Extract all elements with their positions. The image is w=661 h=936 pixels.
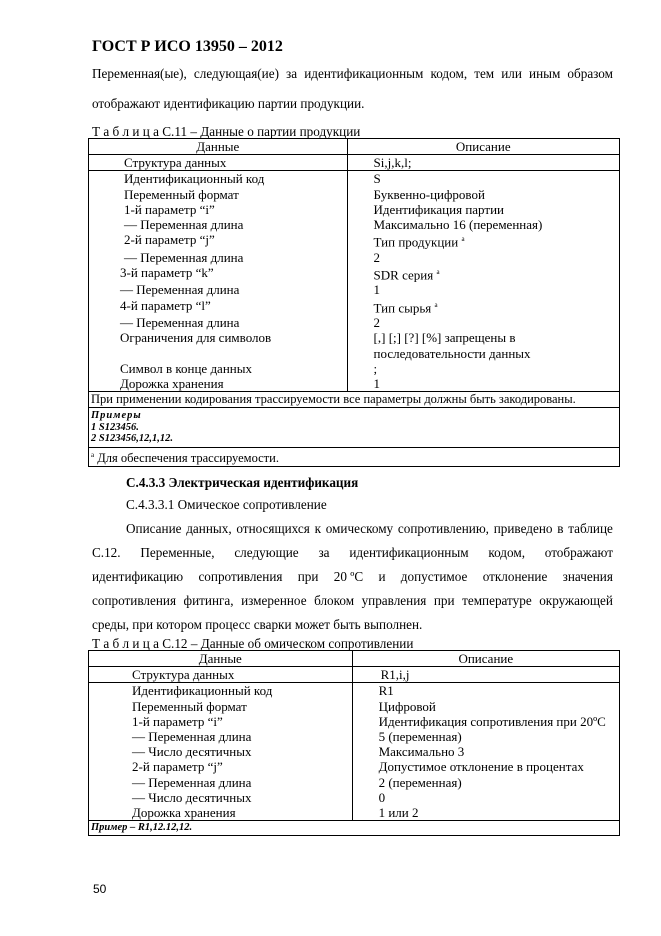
table1-cell-desc: 2	[347, 315, 619, 330]
table1-cell-data: — Переменная длина	[89, 250, 348, 265]
table-row	[89, 217, 620, 232]
word: измеренное	[241, 593, 307, 608]
table-row	[89, 171, 620, 187]
section-heading: С.4.3.3 Электрическая идентификация	[126, 475, 359, 490]
table1-cell-desc: [,] [;] [?] [%] запрещены в	[347, 330, 619, 345]
word: приведено	[493, 521, 553, 536]
table1-cell-data: 3-й параметр “k”	[89, 265, 348, 283]
table2-cell-desc: R1	[352, 683, 619, 699]
table2-cell-desc: 5 (переменная)	[352, 729, 619, 744]
table2-cell-desc: 1 или 2	[352, 805, 619, 821]
table1-cell-desc: S	[347, 171, 619, 187]
table1-cell-desc: SDR серия $^a$	[347, 265, 619, 283]
table-row	[89, 202, 620, 217]
table-row	[89, 361, 620, 376]
word: сопротивления	[198, 569, 283, 584]
word: 20 ºС	[333, 569, 364, 584]
word: блоком	[314, 593, 355, 608]
table1-cell-data: 2-й параметр “j”	[89, 232, 348, 250]
table1-cell-data: 1-й параметр “i”	[89, 202, 348, 217]
table1-note-row	[89, 392, 620, 408]
table-row	[89, 729, 620, 744]
para-line-5: среды, при котором процесс сварки может быть выполнен.	[92, 617, 423, 632]
table2-example: Пример – R1,12.12,12.	[89, 821, 620, 836]
word: управления	[361, 593, 427, 608]
table-row	[89, 759, 620, 774]
table1-cell-data: Ограничения для символов	[89, 330, 348, 345]
page-number: 50	[93, 882, 107, 896]
table-row	[89, 298, 620, 316]
table1-cell-data: — Переменная длина	[89, 282, 348, 297]
word: Переменные,	[140, 545, 215, 560]
table2-cell-data: Дорожка хранения	[89, 805, 353, 821]
table1-examples	[89, 408, 620, 448]
word: фитинга,	[183, 593, 234, 608]
table-row	[89, 744, 620, 759]
table-row	[89, 699, 620, 714]
table1-header-data: Данные	[89, 139, 348, 155]
word: кодом,	[488, 545, 525, 560]
table2-cell-desc: Цифровой	[352, 699, 619, 714]
examples-title: Примеры	[91, 410, 142, 422]
table-row	[89, 714, 620, 729]
table1-cell-desc: Буквенно-цифровой	[347, 187, 619, 202]
table2-header-description: Описание	[352, 651, 619, 667]
table1-cell-data: Идентификационный код	[89, 171, 348, 187]
table-row	[89, 667, 620, 683]
word: сопротивлению,	[397, 521, 489, 536]
table1-cell-desc: 1	[347, 376, 619, 392]
table-row	[89, 346, 620, 361]
table1-cell-desc: Si,j,k,l;	[347, 155, 619, 171]
word: допустимое	[400, 569, 468, 584]
intro-line-1-text: Переменная(ые), следующая(ие) за идентификационным кодом, тем или иным образом	[92, 66, 613, 81]
footnote-mark: a	[436, 267, 440, 276]
footnote-mark: a	[461, 235, 465, 244]
table2-cell-data: — Переменная длина	[89, 729, 353, 744]
table1-cell-data: 4-й параметр “l”	[89, 298, 348, 316]
word: Описание	[126, 521, 182, 536]
word: идентификацию	[92, 569, 184, 584]
table2-cell-desc: 0	[352, 790, 619, 805]
table1-cell-data	[89, 346, 348, 361]
word: отклонение	[482, 569, 548, 584]
word: при	[433, 593, 455, 608]
table2-cell-data: — Число десятичных	[89, 790, 353, 805]
table2-cell-desc: 2 (переменная)	[352, 775, 619, 790]
table2-cell-data: Идентификационный код	[89, 683, 353, 699]
word: омическому	[325, 521, 394, 536]
document-header: ГОСТ Р ИСО 13950 – 2012	[92, 38, 283, 55]
table1-cell-desc: 1	[347, 282, 619, 297]
table1-cell-data: Символ в конце данных	[89, 361, 348, 376]
table1-cell-data: Структура данных	[89, 155, 348, 171]
table1-note: При применении кодирования трассируемости все параметры должны быть закодированы.	[89, 392, 620, 408]
table1-header-description: Описание	[347, 139, 619, 155]
table1-footnote-row	[89, 447, 620, 466]
footnote-mark: a	[434, 300, 438, 309]
para-line-1	[126, 521, 613, 537]
table2-cell-data: Переменный формат	[89, 699, 353, 714]
table1-cell-desc: Идентификация партии	[347, 202, 619, 217]
word: при	[297, 569, 319, 584]
table1-cell-desc: 2	[347, 250, 619, 265]
table-row	[89, 805, 620, 821]
section-subheading: С.4.3.3.1 Омическое сопротивление	[126, 497, 327, 512]
table-row	[89, 187, 620, 202]
word: сопротивления	[92, 593, 177, 608]
word: окружающей	[539, 593, 613, 608]
table1-cell-desc: Тип сырья $^a$	[347, 298, 619, 316]
word: за	[318, 545, 330, 560]
table2-cell-desc: R1,i,j	[352, 667, 619, 683]
word: относящихся	[236, 521, 310, 536]
para-line-3	[92, 569, 613, 585]
table-row	[89, 232, 620, 250]
table1-caption: Т а б л и ц а С.11 – Данные о партии продукции	[92, 124, 361, 139]
table2-cell-data: — Число десятичных	[89, 744, 353, 759]
table1-footnote: $^a$ Для обеспечения трассируемости.	[89, 447, 620, 466]
word: к	[314, 521, 321, 536]
table1-cell-data: — Переменная длина	[89, 217, 348, 232]
table-row	[89, 265, 620, 283]
word: и	[378, 569, 386, 584]
table2-caption: Т а б л и ц а С.12 – Данные об омическом сопротивлении	[92, 636, 414, 651]
table1-cell-desc: Максимально 16 (переменная)	[347, 217, 619, 232]
table-row	[89, 315, 620, 330]
table-row	[89, 155, 620, 171]
table1-header-row	[89, 139, 620, 155]
word: температуре	[462, 593, 532, 608]
word: С.12.	[92, 545, 121, 560]
table-row	[89, 330, 620, 345]
word: в	[557, 521, 564, 536]
word: идентификационным	[349, 545, 469, 560]
word: следующие	[234, 545, 299, 560]
word: отображают	[544, 545, 613, 560]
table2-cell-data: Структура данных	[89, 667, 353, 683]
table1-cell-data: Переменный формат	[89, 187, 348, 202]
table1-cell-data: Дорожка хранения	[89, 376, 348, 392]
table1-cell-desc: ;	[347, 361, 619, 376]
table2-header-data: Данные	[89, 651, 353, 667]
table2-cell-desc: Идентификация сопротивления при 20ºС	[352, 714, 619, 729]
table2-cell-desc: Максимально 3	[352, 744, 619, 759]
table-row	[89, 683, 620, 699]
example-2: 2 S123456,12,1,12.	[91, 433, 173, 445]
table2-cell-data: 2-й параметр “j”	[89, 759, 353, 774]
table1-cell-desc: Тип продукции $^a$	[347, 232, 619, 250]
intro-line-1	[92, 66, 613, 82]
table1-cell-data: — Переменная длина	[89, 315, 348, 330]
table2-cell-desc: Допустимое отклонение в процентах	[352, 759, 619, 774]
table2-example-row	[89, 821, 620, 836]
table-row	[89, 376, 620, 392]
table1-examples-row	[89, 408, 620, 448]
table1	[88, 138, 620, 467]
table2-cell-data: 1-й параметр “i”	[89, 714, 353, 729]
table2-cell-data: — Переменная длина	[89, 775, 353, 790]
word: таблице	[568, 521, 613, 536]
table-row	[89, 790, 620, 805]
table1-cell-desc: последовательности данных	[347, 346, 619, 361]
intro-line-2: отображают идентификацию партии продукции.	[92, 96, 365, 111]
table-row	[89, 775, 620, 790]
para-line-4	[92, 593, 613, 609]
example-1: 1 S123456.	[91, 421, 139, 433]
para-line-2	[92, 545, 613, 561]
word: значения	[562, 569, 613, 584]
word: данных,	[186, 521, 232, 536]
table-row	[89, 282, 620, 297]
table2-header-row	[89, 651, 620, 667]
table-row	[89, 250, 620, 265]
table2	[88, 650, 620, 836]
